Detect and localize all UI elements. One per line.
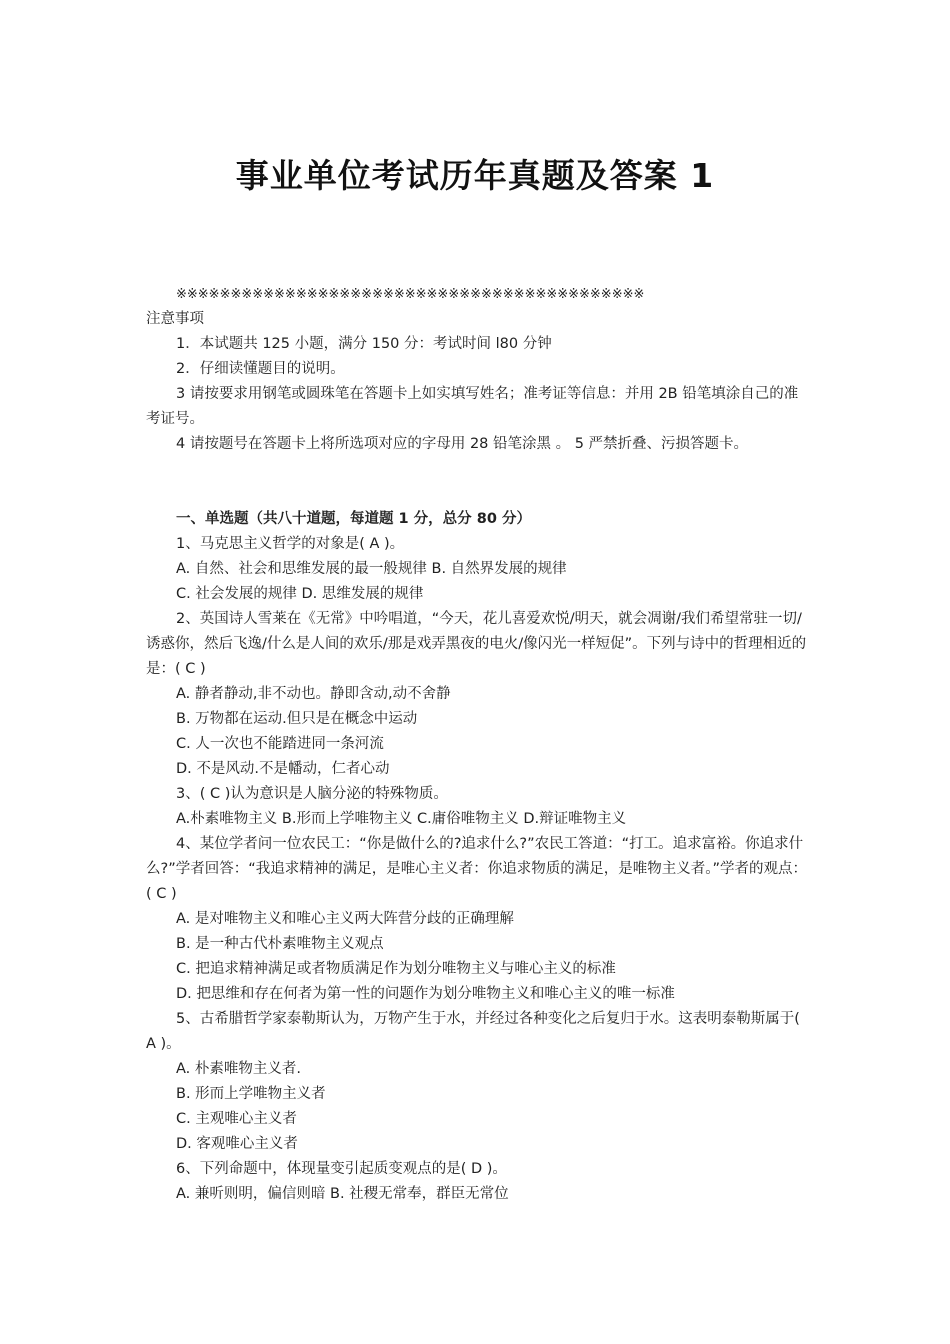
document-title: 事业单位考试历年真题及答案 1 bbox=[235, 156, 715, 195]
question-line: 1、马克思主义哲学的对象是( A )。 bbox=[176, 536, 405, 552]
option-line: A.朴素唯物主义 B.形而上学唯物主义 C.庸俗唯物主义 D.辩证唯物主义 bbox=[176, 811, 627, 827]
notice-item: 3 请按要求用钢笔或圆珠笔在答题卡上如实填写姓名；准考证等信息：并用 2B 铅笔填涂自己的准考证号。 bbox=[146, 386, 799, 427]
option-line: A. 是对唯物主义和唯心主义两大阵营分歧的正确理解 bbox=[176, 911, 514, 927]
option-line: C. 主观唯心主义者 bbox=[176, 1111, 297, 1127]
option-line: B. 形而上学唯物主义者 bbox=[176, 1086, 326, 1102]
notice-item: 4 请按题号在答题卡上将所选项对应的字母用 28 铅笔涂黑 。 5 严禁折叠、污损答题卡。 bbox=[176, 436, 749, 452]
option-line: C. 把追求精神满足或者物质满足作为划分唯物主义与唯心主义的标准 bbox=[176, 961, 616, 977]
option-line: A. 朴素唯物主义者. bbox=[176, 1061, 301, 1077]
notice-item: 1．本试题共 125 小题，满分 150 分：考试时间 l80 分钟 bbox=[176, 336, 552, 352]
question-line: 6、下列命题中，体现量变引起质变观点的是( D )。 bbox=[176, 1161, 507, 1177]
document-body bbox=[146, 282, 810, 1207]
option-line: C. 社会发展的规律 D. 思维发展的规律 bbox=[176, 586, 424, 602]
question-line: 5、古希腊哲学家泰勒斯认为，万物产生于水，并经过各种变化之后复归于水。这表明泰勒斯属于( A )。 bbox=[146, 1011, 800, 1052]
section-heading: 一、单选题（共八十道题，每道题 1 分，总分 80 分） bbox=[176, 511, 531, 527]
notice-heading: 注意事项 bbox=[146, 311, 204, 327]
spacer bbox=[146, 457, 810, 507]
question-line: 2、英国诗人雪莱在《无常》中吟唱道，“今天，花儿喜爱欢悦/明天，就会凋谢/我们希望常驻一切/诱惑你，然后飞逸/什么是人间的欢乐/那是戏弄黑夜的电火/像闪光一样短促”。下列与诗中的哲理相近的是：( C ) bbox=[146, 611, 807, 677]
option-line: A. 自然、社会和思维发展的最一般规律 B. 自然界发展的规律 bbox=[176, 561, 567, 577]
option-line: D. 不是风动.不是幡动，仁者心动 bbox=[176, 761, 390, 777]
option-line: D. 客观唯心主义者 bbox=[176, 1136, 298, 1152]
option-line: B. 万物都在运动.但只是在概念中运动 bbox=[176, 711, 418, 727]
option-line: D. 把思维和存在何者为第一性的问题作为划分唯物主义和唯心主义的唯一标准 bbox=[176, 986, 675, 1002]
option-line: A. 静者静动,非不动也。静即含动,动不舍静 bbox=[176, 686, 451, 702]
question-line: 3、( C )认为意识是人脑分泌的特殊物质。 bbox=[176, 786, 448, 802]
option-line: B. 是一种古代朴素唯物主义观点 bbox=[176, 936, 384, 952]
question-line: 4、某位学者问一位农民工：“你是做什么的?追求什么?”农民工答道：“打工。追求富裕。你追求什么?”学者回答：“我追求精神的满足，是唯心主义者：你追求物质的满足，是唯物主义者。”学者的观点：( C ) bbox=[146, 836, 807, 902]
option-line: A. 兼听则明，偏信则暗 B. 社稷无常奉，群臣无常位 bbox=[176, 1186, 509, 1202]
star-divider: ※※※※※※※※※※※※※※※※※※※※※※※※※※※※※※※※※※※※※※※※※※※ bbox=[176, 287, 645, 302]
option-line: C. 人一次也不能踏进同一条河流 bbox=[176, 736, 384, 752]
notice-item: 2．仔细读懂题目的说明。 bbox=[176, 361, 345, 377]
